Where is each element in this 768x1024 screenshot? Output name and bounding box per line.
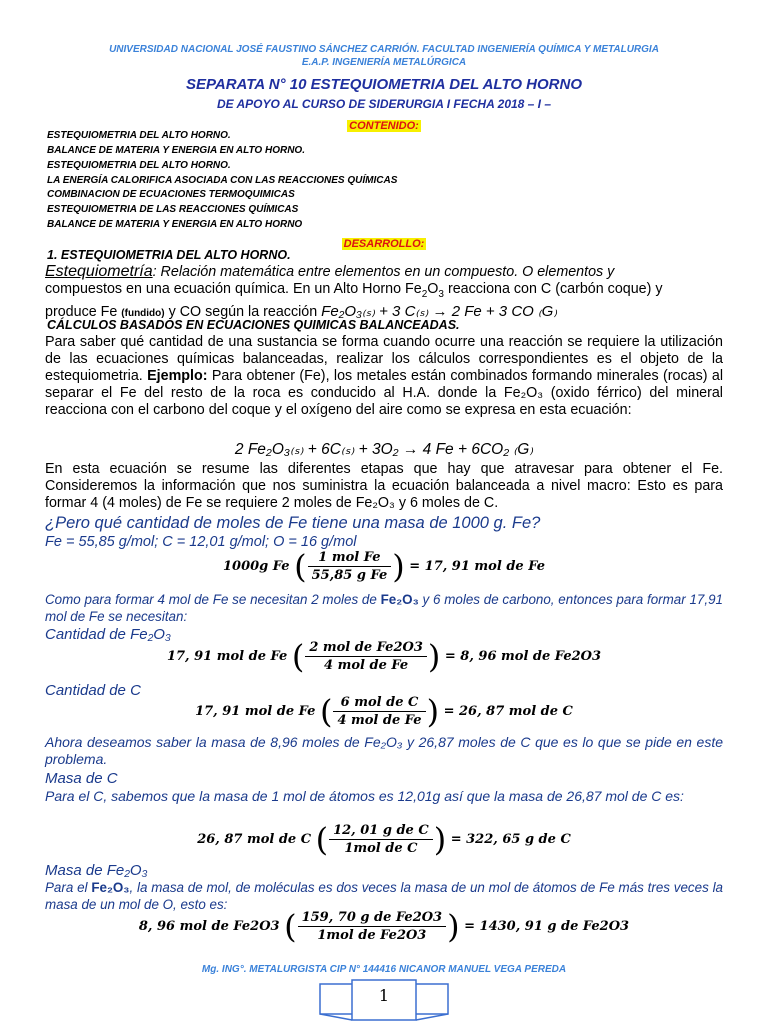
definition-line-1 [45, 264, 723, 281]
ejemplo-label: Ejemplo: [147, 367, 208, 384]
eq-denominator: 4 mol de Fe [324, 658, 409, 673]
paragraph-text: , la masa de mol, de moléculas es dos veces la masa de un mol de átomos de Fe más tres veces la masa de un mol de O, esto es: [45, 880, 723, 912]
paragraph-5: Para el C, sabemos que la masa de 1 mol de átomos es 12,01g así que la masa de 26,87 mol de C es: [45, 788, 684, 804]
toc-item: BALANCE DE MATERIA Y ENERGIA EN ALTO HORNO. [47, 145, 305, 156]
fe2o3-bold: Fe₂O₃ [380, 592, 419, 607]
main-equation: 2 Fe₂O₃₍ₛ₎ + 6C₍ₛ₎ + 3O₂ → 4 Fe + 6CO₂ ₍G₎ [234, 441, 534, 458]
question: ¿Pero qué cantidad de moles de Fe tiene una masa de 1000 g. Fe? [45, 514, 541, 532]
paragraph-text: Para obtener (Fe), los metales están combinados formando minerales (rocas) al separar el Fe del resto de la roca es conducido al H.A. donde la Fe₂O₃ (oxido férrico) del mineral reacciona con el carbono del coque y el oxígeno del aire como se expresa en esta ecuación: [45, 367, 724, 418]
paragraph-text: Para saber qué cantidad de una sustancia se forma cuando ocurre una reacción se requiere la utilización de las ecuaciones químicas balanceadas, realizar los cálculos correspondientes es el objeto de la estequiometria. [45, 334, 723, 384]
eq-left: 26, 87 mol de C [197, 832, 312, 847]
eq-denominator: 55,85 g Fe [311, 568, 388, 583]
eq-numerator: 159, 70 g de Fe2O3 [298, 910, 447, 927]
equation-4: 26, 87 mol de C ( $\frac{\text{12, 01 g de C}}{\text{1mol de C}}$ ) = 322, 65 g de C [197, 820, 571, 859]
definition-paragraph [45, 264, 723, 323]
document-title: SEPARATA N° 10 ESTEQUIOMETRIA DEL ALTO HORNO [185, 76, 583, 93]
toc-item: BALANCE DE MATERIA Y ENERGIA EN ALTO HORNO [47, 219, 303, 230]
cantidad-c-heading: Cantidad de C [45, 682, 141, 699]
equation-5: 8, 96 mol de Fe2O3 ( $\frac{\text{159, 70 g de Fe2O3}}{\text{1mol de Fe2O3}}$ ) = 1430, 91 g de Fe2O3 [138, 907, 630, 946]
paragraph-text: Para el [45, 880, 92, 895]
definition-text: reacciona con C (carbón coque) y [443, 280, 663, 297]
definition-line-2: compuestos en una ecuación química. En un Alto Horno $Fe_2O_3$ reacciona con C (carbón coque) y [45, 280, 663, 300]
eq-right: = 322, 65 g de C [450, 832, 571, 847]
school-header: E.A.P. INGENIERÍA METALÚRGICA [301, 57, 467, 68]
eq-right: = 26, 87 mol de C [443, 704, 573, 719]
molar-masses: Fe = 55,85 g/mol; C = 12,01 g/mol; O = 16 g/mol [45, 534, 357, 550]
paragraph-text: Como para formar 4 mol de Fe se necesitan 2 moles de [45, 592, 381, 607]
definition-text: O [427, 280, 439, 297]
desarrollo-label: DESARROLLO: [343, 238, 425, 250]
institution-header: UNIVERSIDAD NACIONAL JOSÉ FAUSTINO SÁNCHEZ CARRIÓN. FACULTAD INGENIERÍA QUÍMICA Y METALURGIA [109, 44, 659, 55]
toc-item: COMBINACION DE ECUACIONES TERMOQUIMICAS [47, 189, 295, 200]
eq-left: 8, 96 mol de Fe2O3 [138, 919, 280, 934]
paragraph-2: En esta ecuación se resume las diferentes etapas que hay que atravesar para obtener el Fe. Consideremos la información que nos suministra la ecuación balanceada a nivel macro: Esto es para formar 4 (4 moles) de Fe se requiere 2 moles de Fe₂O₃ y 6 moles de C. [45, 461, 723, 511]
eq-numerator: 6 mol de C [333, 695, 425, 712]
paragraph-1 [45, 334, 723, 419]
paragraph-text: y 6 moles de carbono, entonces para formar 17,91 mol de Fe se necesitan: [45, 592, 723, 624]
eq-numerator: 2 mol de Fe2O3 [305, 640, 427, 657]
definition-text: compuestos en una ecuación química. En un Alto Horno Fe [45, 280, 422, 297]
reaction-equation: Fe₂O₃₍ₛ₎ + 3 C₍ₛ₎ → 2 Fe + 3 CO ₍G₎ [321, 302, 558, 320]
eq-left: 1000g Fe [222, 559, 290, 574]
page-number: 1 [378, 986, 390, 1005]
equation-1: 1000g Fe ( $\frac{\text{1 mol Fe}}{\text{55,85 g Fe}}$ ) = 17, 91 mol de Fe [222, 547, 545, 586]
eq-denominator: 1mol de C [344, 841, 418, 856]
definition-text: produce Fe [45, 303, 122, 320]
masa-fe2o3-heading: Masa de Fe₂O₃ [45, 862, 148, 879]
calc-heading: CÁLCULOS BASADOS EN ECUACIONES QUIMICAS BALANCEADAS. [47, 318, 460, 332]
toc-item: ESTEQUIOMETRIA DEL ALTO HORNO. [47, 130, 231, 141]
definition-text: : Relación matemática entre elementos en un compuesto. O elementos y [152, 264, 615, 280]
eq-numerator: 12, 01 g de C [329, 823, 433, 840]
eq-right: = 1430, 91 g de Fe2O3 [464, 919, 630, 934]
footer-author: Mg. ING°. METALURGISTA CIP N° 144416 NICANOR MANUEL VEGA PEREDA [201, 964, 567, 975]
eq-denominator: 1mol de Fe2O3 [317, 928, 427, 943]
definition-text: y CO según la reacción [164, 303, 322, 320]
fundido-label: (fundido) [121, 307, 165, 319]
eq-denominator: 4 mol de Fe [337, 713, 422, 728]
fe2o3-bold: Fe₂O₃ [91, 880, 130, 895]
definition-term: Estequiometría [45, 263, 153, 280]
section-1-title: 1. ESTEQUIOMETRIA DEL ALTO HORNO. [47, 248, 291, 262]
eq-numerator: 1 mol Fe [308, 550, 392, 567]
eq-right: = 8, 96 mol de Fe2O3 [444, 649, 602, 664]
paragraph-4: Ahora deseamos saber la masa de 8,96 moles de Fe₂O₃ y 26,87 moles de C que es lo que se pide en este problema. [45, 734, 723, 767]
contenido-label: CONTENIDO: [349, 120, 419, 132]
toc-item: ESTEQUIOMETRIA DEL ALTO HORNO. [47, 160, 231, 171]
cantidad-fe2o3-heading: Cantidad de Fe₂O₃ [45, 626, 171, 643]
eq-left: 17, 91 mol de Fe [195, 704, 316, 719]
eq-right: = 17, 91 mol de Fe [409, 559, 545, 574]
paragraph-6 [45, 880, 723, 913]
masa-c-heading: Masa de C [45, 770, 118, 787]
paragraph-3 [45, 592, 723, 625]
toc-item: ESTEQUIOMETRIA DE LAS REACCIONES QUÍMICAS [47, 204, 299, 215]
document-subtitle: DE APOYO AL CURSO DE SIDERURGIA I FECHA 2018 – I – [216, 97, 552, 111]
equation-2: 17, 91 mol de Fe ( $\frac{\text{2 mol de Fe2O3}}{\text{4 mol de Fe}}$ ) = 8, 96 mol de Fe2O3 [166, 637, 602, 676]
toc-item: LA ENERGÍA CALORIFICA ASOCIADA CON LAS REACCIONES QUÍMICAS [47, 175, 398, 186]
equation-3: 17, 91 mol de Fe ( $\frac{\text{6 mol de C}}{\text{4 mol de Fe}}$ ) = 26, 87 mol de C [195, 692, 573, 731]
eq-left: 17, 91 mol de Fe [166, 649, 288, 664]
